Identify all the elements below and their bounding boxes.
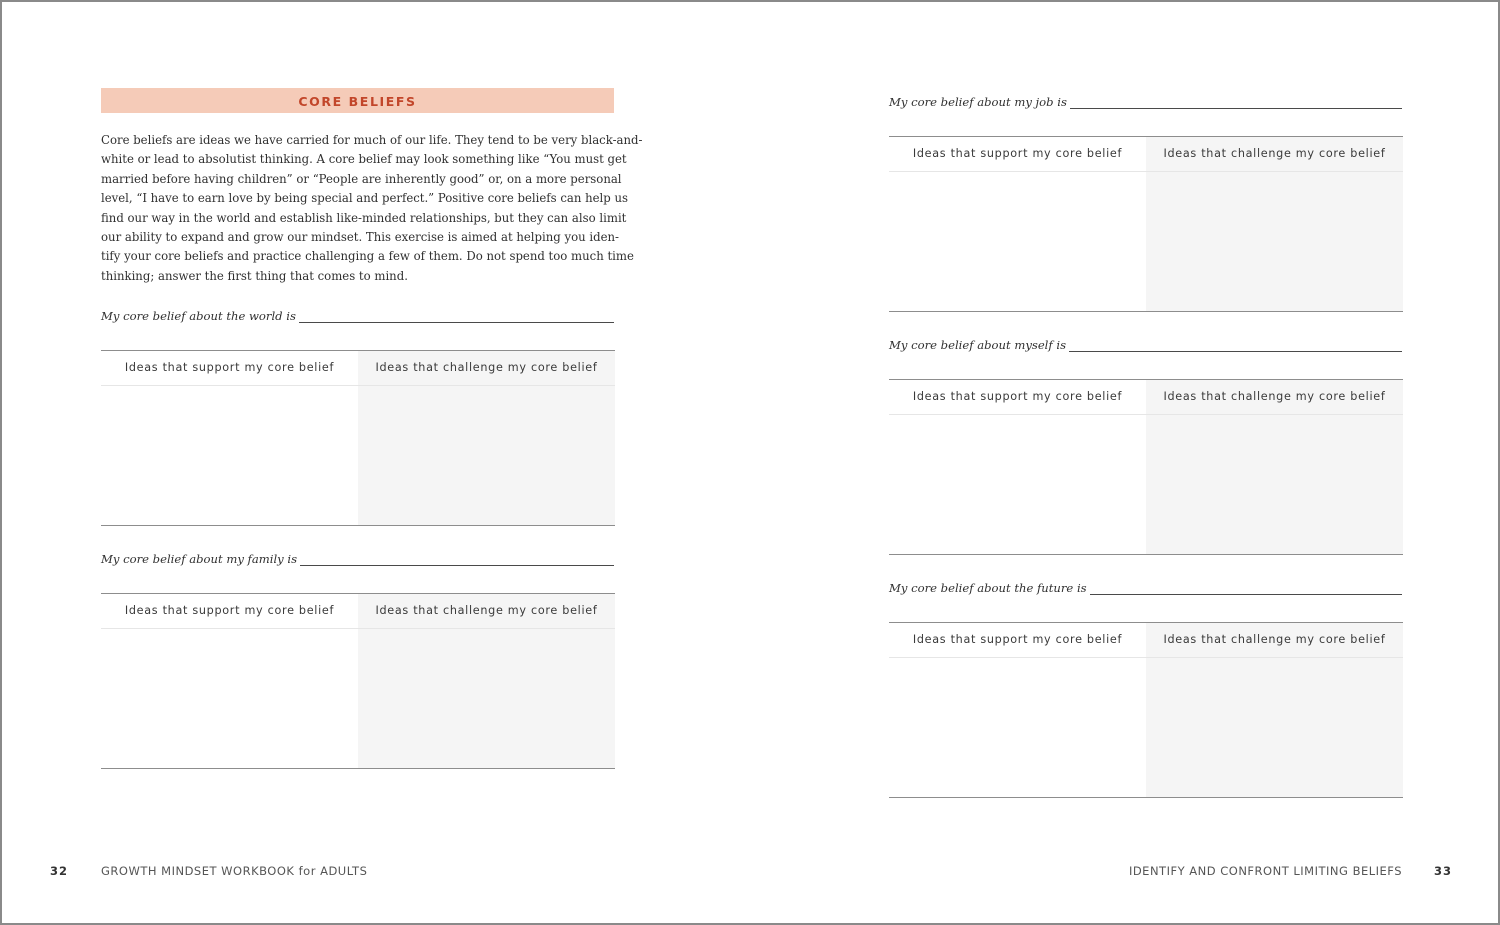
challenge-column[interactable]: [1146, 380, 1403, 554]
answer-line[interactable]: [1070, 99, 1402, 109]
challenge-column[interactable]: [1146, 623, 1403, 797]
section-banner: [101, 88, 614, 113]
belief-prompt-text: My core belief about my family is: [101, 552, 298, 566]
support-column[interactable]: [889, 137, 1146, 311]
running-head-right: IDENTIFY AND CONFRONT LIMITING BELIEFS: [1128, 864, 1402, 878]
intro-line: white or lead to absolutist thinking. A core belief may look something like “You must get: [101, 152, 627, 167]
support-column[interactable]: [101, 351, 358, 525]
right-page: [752, 2, 1500, 925]
belief-prompt-family: [101, 552, 614, 566]
belief-table-future: [889, 622, 1403, 798]
challenge-column-header: Ideas that challenge my core belief: [358, 351, 615, 386]
challenge-column-header: Ideas that challenge my core belief: [1146, 137, 1403, 172]
belief-prompt-text: My core belief about the world is: [101, 309, 296, 323]
belief-prompt-text: My core belief about my job is: [889, 95, 1067, 109]
belief-prompt-world: [101, 309, 614, 323]
page-number-right: 33: [1433, 864, 1452, 878]
belief-table-family: [101, 593, 615, 769]
belief-prompt-myself: [889, 338, 1402, 352]
belief-prompt-text: My core belief about myself is: [889, 338, 1067, 352]
belief-prompt-text: My core belief about the future is: [889, 581, 1087, 595]
intro-line: tify your core beliefs and practice challenging a few of them. Do not spend too much time: [101, 249, 634, 264]
answer-line[interactable]: [300, 556, 614, 566]
running-head-left: GROWTH MINDSET WORKBOOK for ADULTS: [101, 864, 368, 878]
challenge-column[interactable]: [358, 351, 615, 525]
challenge-column[interactable]: [358, 594, 615, 768]
intro-paragraph: [101, 131, 643, 286]
belief-table-world: [101, 350, 615, 526]
challenge-column-header: Ideas that challenge my core belief: [1146, 623, 1403, 658]
belief-prompt-future: [889, 581, 1402, 595]
intro-line: find our way in the world and establish like-minded relationships, but they can also limit: [101, 210, 627, 225]
answer-line[interactable]: [1069, 342, 1402, 352]
intro-line: married before having children” or “People are inherently good” or, on a more personal: [101, 171, 622, 186]
support-column[interactable]: [889, 623, 1146, 797]
support-column-header: Ideas that support my core belief: [889, 623, 1146, 658]
intro-line: Core beliefs are ideas we have carried for much of our life. They tend to be very black-and-: [101, 133, 643, 147]
belief-table-myself: [889, 379, 1403, 555]
support-column-header: Ideas that support my core belief: [889, 380, 1146, 415]
section-heading: CORE BELIEFS: [298, 94, 417, 109]
intro-line: level, “I have to earn love by being special and perfect.” Positive core beliefs can help us: [101, 191, 628, 206]
challenge-column-header: Ideas that challenge my core belief: [358, 594, 615, 629]
left-page: [2, 2, 752, 925]
intro-line: thinking; answer the first thing that comes to mind.: [101, 268, 408, 283]
belief-prompt-job: [889, 95, 1402, 109]
support-column-header: Ideas that support my core belief: [889, 137, 1146, 172]
intro-line: our ability to expand and grow our mindset. This exercise is aimed at helping you iden-: [101, 230, 619, 245]
challenge-column[interactable]: [1146, 137, 1403, 311]
challenge-column-header: Ideas that challenge my core belief: [1146, 380, 1403, 415]
support-column-header: Ideas that support my core belief: [101, 351, 358, 386]
answer-line[interactable]: [1090, 585, 1402, 595]
answer-line[interactable]: [299, 313, 614, 323]
support-column[interactable]: [889, 380, 1146, 554]
page-number-left: 32: [50, 864, 69, 878]
support-column-header: Ideas that support my core belief: [101, 594, 358, 629]
belief-table-job: [889, 136, 1403, 312]
support-column[interactable]: [101, 594, 358, 768]
